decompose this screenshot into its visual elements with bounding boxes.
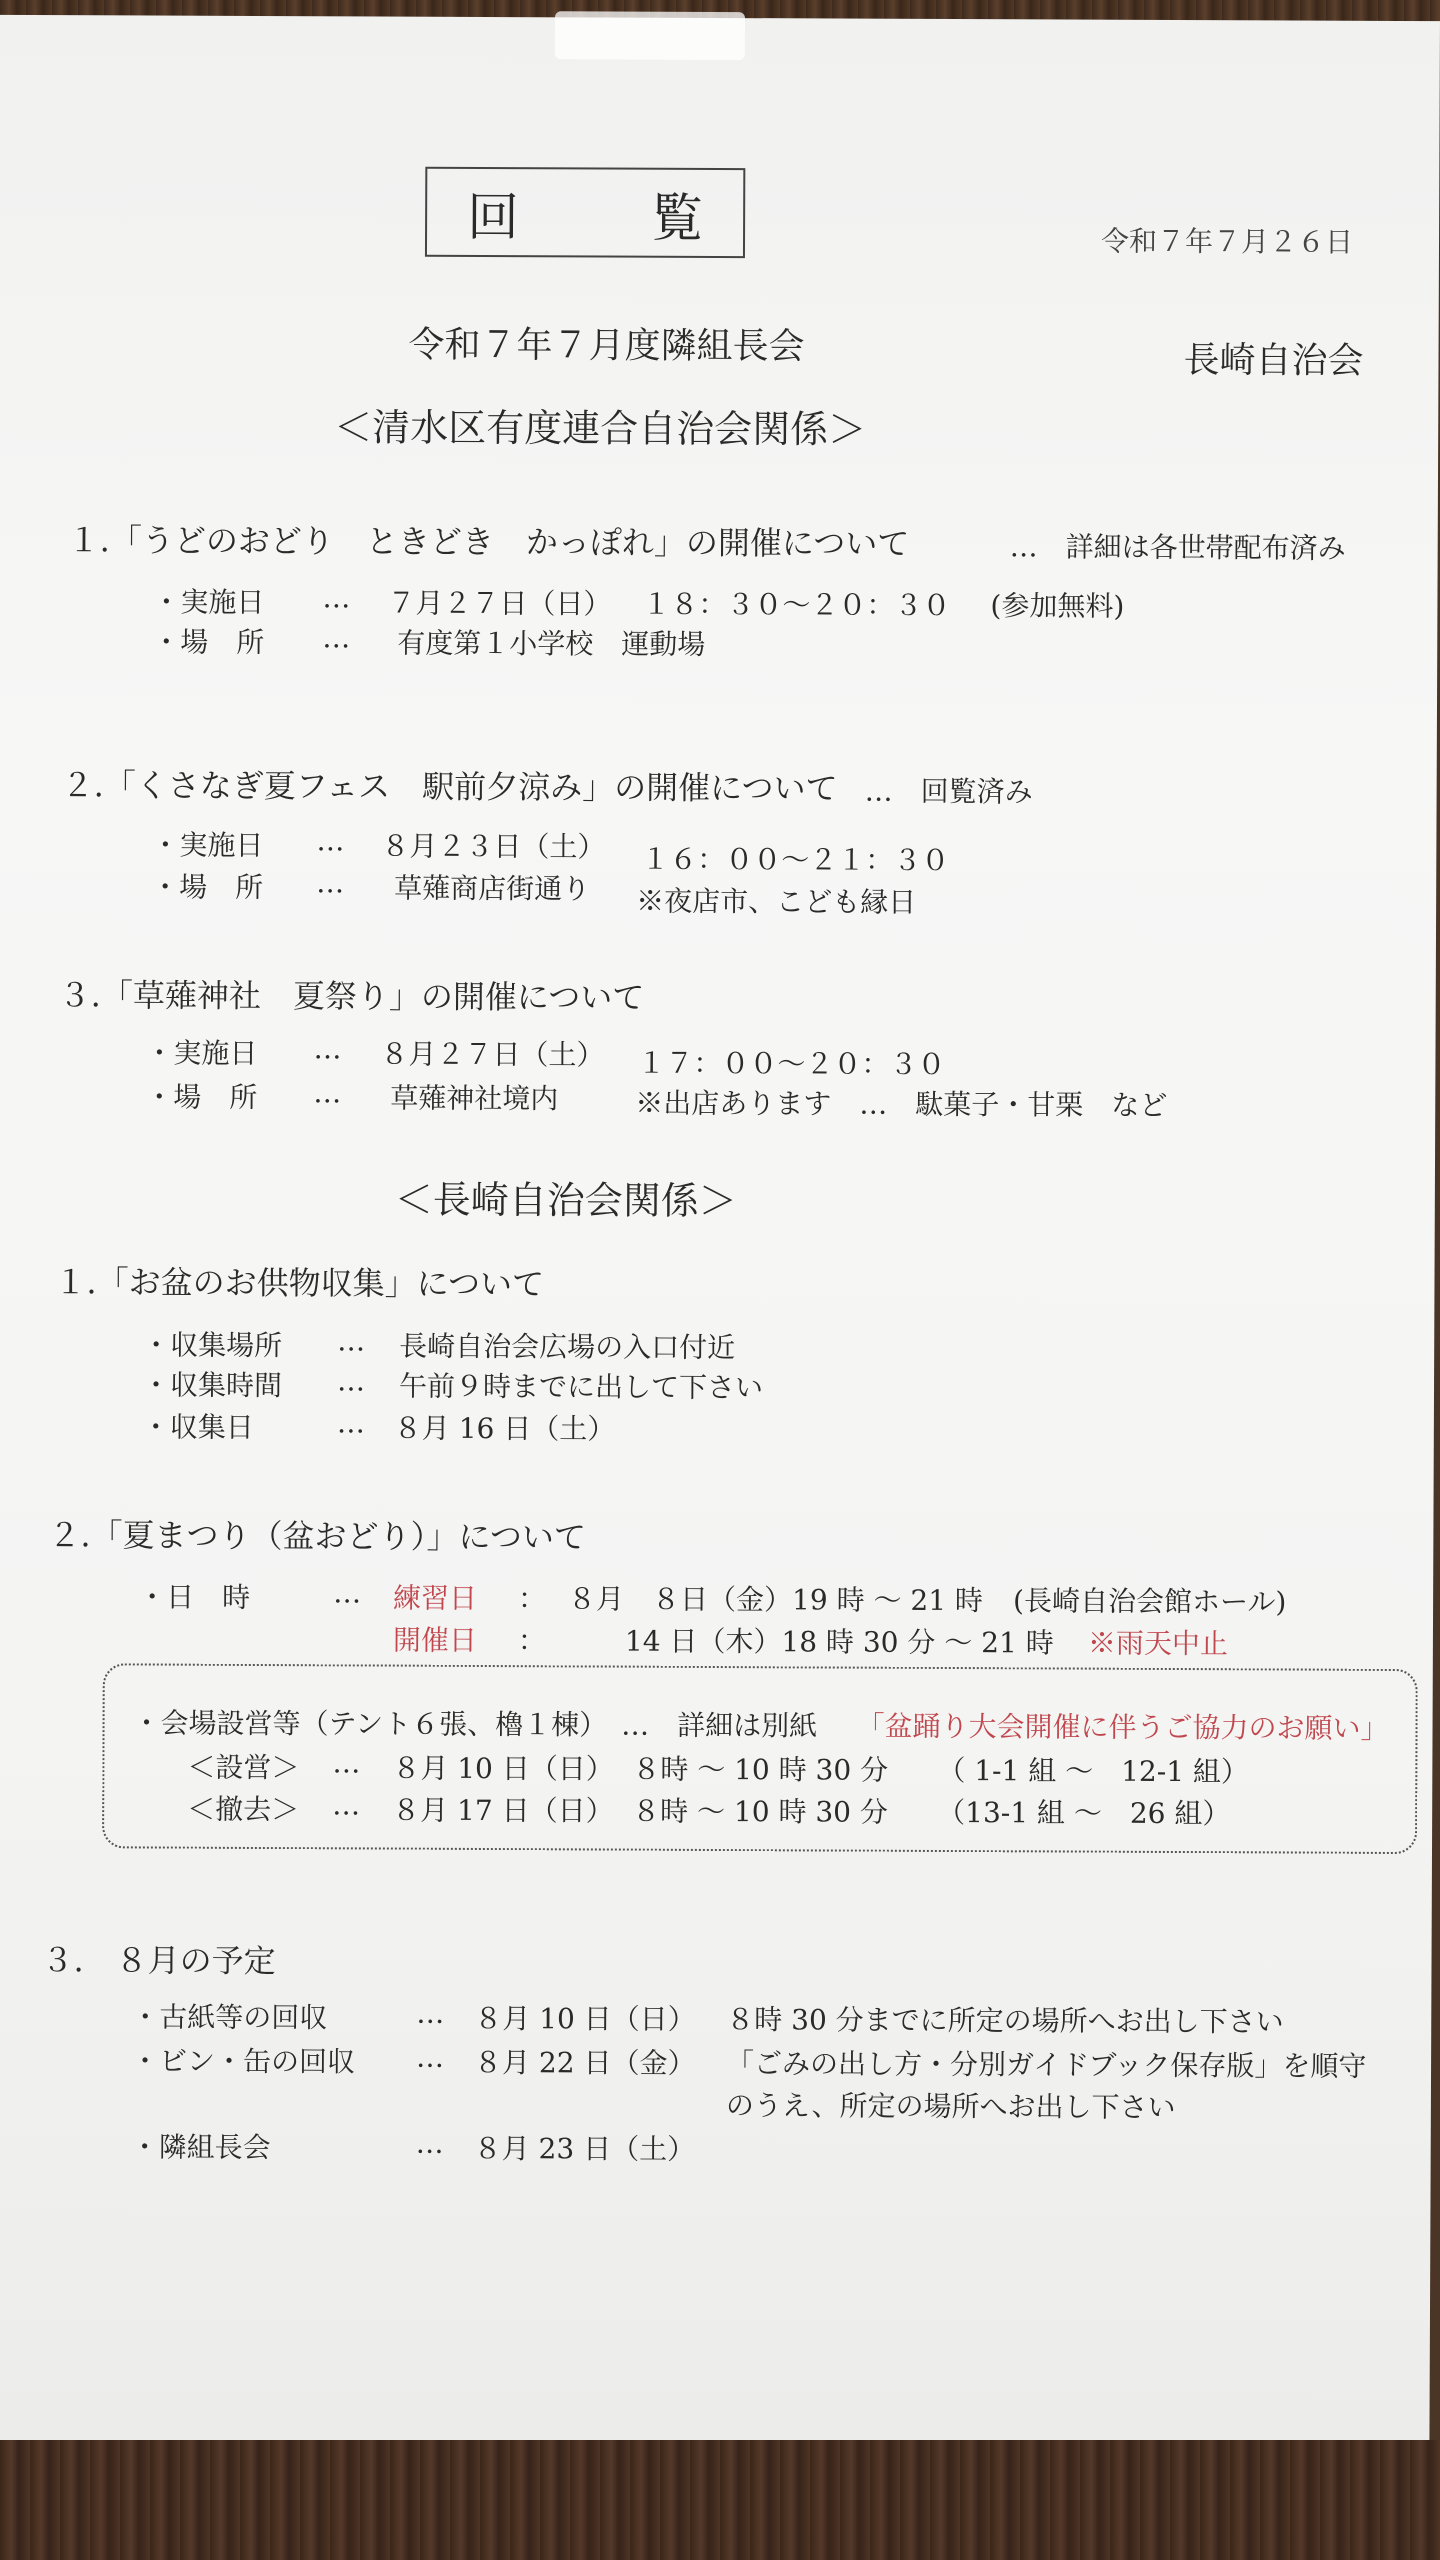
rain-cancel-note: ※雨天中止 — [1087, 1626, 1228, 1661]
august-paper-note: ８時 30 分までに所定の場所へお出し下さい — [726, 2003, 1284, 2039]
setup-row-groups: （ 1-1 組 〜 12-1 組） — [937, 1753, 1250, 1789]
wood-background-bottom — [0, 2440, 1440, 2560]
rengo-item-2-place-value: 草薙商店街通り — [394, 871, 591, 906]
teardown-row-label: ＜撤去＞ — [187, 1792, 300, 1827]
teardown-row-time: ８時 〜 10 時 30 分 — [632, 1794, 889, 1829]
august-bottle-date: ８月 22 日（金） — [474, 2045, 696, 2080]
section-title-nagasaki: ＜長崎自治会関係＞ — [394, 1177, 737, 1224]
setup-line: ・会場設営等（テント６張、櫓１棟） … 詳細は別紙 — [132, 1706, 818, 1743]
august-schedule-heading: ３. ８月の予定 — [41, 1941, 276, 1981]
rengo-item-3-place-note: ※出店あります … 駄菓子・甘栗 など — [635, 1086, 1168, 1122]
matsuri-heading: ２.「夏まつり（盆おどり）」について — [48, 1516, 586, 1557]
obon-date-dots: … — [336, 1406, 365, 1440]
rengo-item-1-place-dots: … — [322, 621, 351, 655]
obon-place-dots: … — [337, 1324, 366, 1358]
august-meeting-dots: … — [415, 2126, 444, 2160]
rengo-item-1-place-value: 有度第１小学校 運動場 — [397, 626, 706, 661]
august-bottle-label: ・ビン・缶の回収 — [131, 2044, 356, 2079]
event-day-value: 14 日（木）18 時 30 分 〜 21 時 — [624, 1624, 1054, 1660]
august-meeting-label: ・隣組長会 — [130, 2130, 271, 2165]
section-title-rengo: ＜清水区有度連合自治会関係＞ — [334, 405, 867, 452]
setup-row-date: ８月 10 日（日） — [392, 1751, 614, 1786]
teardown-row-date: ８月 17 日（日） — [392, 1793, 614, 1828]
obon-time-value: 午前９時までに出して下さい — [398, 1369, 764, 1405]
matsuri-schedule-label: ・日 時 — [138, 1580, 251, 1614]
rengo-item-2-date-value: ８月２３日（土） — [381, 829, 606, 864]
rengo-item-1-time: １８：３０〜２０：３０ — [642, 587, 951, 623]
rengo-item-3-place-label: ・場 所 — [145, 1080, 258, 1114]
practice-day-value: ８月 ８日（金）19 時 〜 21 時 — [568, 1582, 984, 1618]
meeting-title: 令和７年７月度隣組長会 — [408, 324, 805, 368]
rengo-item-1-place-label: ・場 所 — [152, 625, 265, 660]
notice-date: 令和７年７月２６日 — [1100, 224, 1354, 259]
august-paper-date: ８月 10 日（日） — [474, 2001, 696, 2036]
rengo-item-3-place-value: 草薙神社境内 — [390, 1081, 559, 1116]
august-bottle-note-line2: のうえ、所定の場所へお出し下さい — [725, 2089, 1176, 2125]
rengo-item-1-date-dots: … — [322, 581, 351, 615]
august-bottle-note: 「ごみの出し方・分別ガイドブック保存版」を順守 — [726, 2047, 1367, 2083]
rengo-item-1-date-value: ７月２７日（日） — [387, 586, 612, 621]
notice-title: 回 覧 — [425, 167, 745, 258]
obon-date-label: ・収集日 — [141, 1410, 254, 1444]
rengo-item-1-heading: １.「うどのおどり ときどき かっぽれ」の開催について — [67, 521, 910, 563]
rengo-item-2-date-label: ・実施日 — [151, 828, 264, 863]
circular-notice-paper — [0, 15, 1440, 2453]
rengo-item-3-date-dots: … — [313, 1032, 342, 1066]
rengo-item-2-note: … 回覧済み — [864, 774, 1033, 809]
event-day-label: 開催日 — [392, 1623, 478, 1657]
obon-heading: １.「お盆のお供物収集」について — [54, 1263, 545, 1304]
teardown-row-dots: … — [332, 1788, 361, 1822]
setup-row-label: ＜設営＞ — [187, 1750, 300, 1785]
setup-row-time: ８時 〜 10 時 30 分 — [632, 1752, 889, 1787]
august-meeting-date: ８月 23 日（土） — [473, 2131, 696, 2166]
obon-date-value: ８月 16 日（土） — [393, 1411, 616, 1446]
organization-name: 長崎自治会 — [1183, 340, 1364, 382]
rengo-item-1-fee: (参加無料) — [990, 589, 1125, 623]
rengo-item-3-place-dots: … — [313, 1076, 342, 1110]
matsuri-schedule-dots: … — [333, 1576, 362, 1610]
rengo-item-2-heading: ２.「くさなぎ夏フェス 駅前夕涼み」の開催について — [61, 766, 838, 808]
obon-place-label: ・収集場所 — [142, 1328, 283, 1363]
rengo-item-3-heading: ３.「草薙神社 夏祭り」の開催について — [58, 976, 645, 1017]
rengo-item-2-time: １６：００〜２１：３０ — [641, 842, 950, 878]
rengo-item-2-place-dots: … — [316, 866, 345, 900]
rengo-item-3-date-value: ８月２７日（土） — [380, 1037, 605, 1072]
practice-place: (長崎自治会館ホール) — [1013, 1584, 1287, 1619]
setup-document-title: 「盆踊り大会開催に伴うご協力のお願い」 — [856, 1709, 1389, 1745]
teardown-row-groups: （13-1 組 〜 26 組） — [937, 1795, 1231, 1831]
event-colon: ： — [517, 1624, 547, 1658]
tape-strip — [555, 11, 745, 60]
obon-time-label: ・収集時間 — [141, 1368, 283, 1403]
rengo-item-3-date-label: ・実施日 — [145, 1036, 258, 1070]
obon-place-value: 長崎自治会広場の入口付近 — [399, 1329, 736, 1365]
practice-colon: ： — [518, 1582, 547, 1616]
setup-row-dots: … — [332, 1746, 361, 1780]
rengo-item-2-date-dots: … — [316, 824, 345, 858]
august-bottle-dots: … — [416, 2040, 445, 2074]
august-paper-label: ・古紙等の回収 — [131, 2000, 328, 2035]
rengo-item-1-note: … 詳細は各世帯配布済み — [1009, 530, 1346, 565]
rengo-item-1-date-label: ・実施日 — [152, 585, 265, 620]
august-paper-dots: … — [416, 1996, 445, 2030]
rengo-item-3-time: １７：００〜２０：３０ — [637, 1046, 946, 1081]
rengo-item-2-place-note: ※夜店市、こども縁日 — [636, 884, 917, 919]
rengo-item-2-place-label: ・場 所 — [151, 870, 264, 905]
obon-time-dots: … — [336, 1364, 366, 1398]
practice-day-label: 練習日 — [393, 1581, 478, 1615]
